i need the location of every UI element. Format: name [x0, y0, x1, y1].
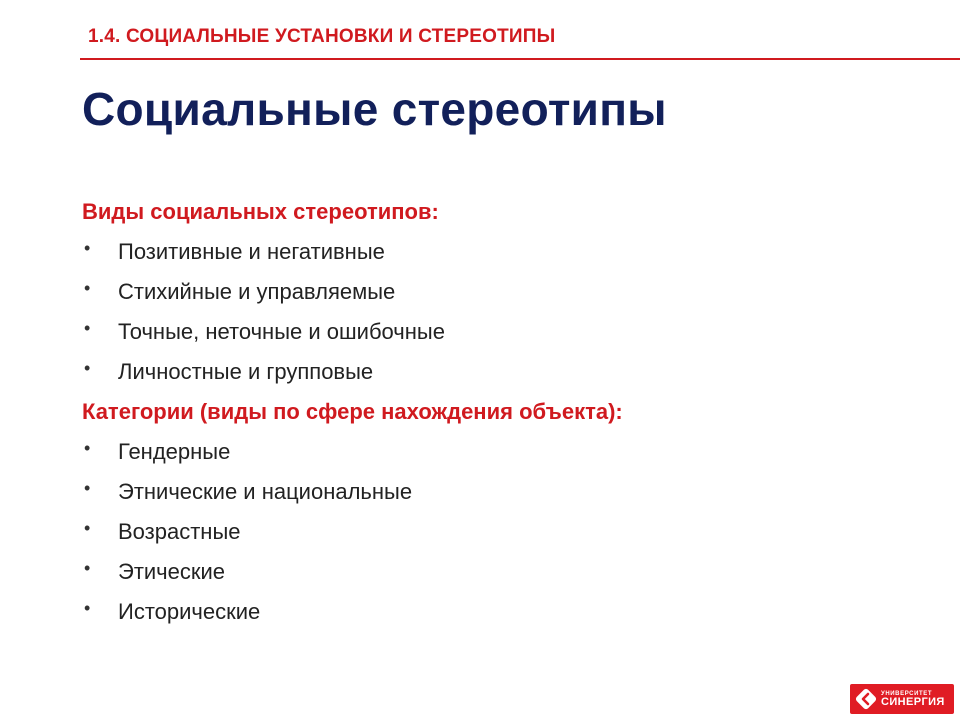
header-divider — [80, 58, 960, 60]
list-item — [82, 434, 902, 474]
list-item — [82, 354, 902, 394]
bullet-icon: • — [84, 358, 91, 378]
list-item — [82, 594, 902, 634]
list-item-text: Личностные и групповые — [118, 359, 374, 384]
section-heading-categories: Категории (виды по сфере нахождения объекта): — [82, 399, 623, 424]
section-header: 1.4. СОЦИАЛЬНЫЕ УСТАНОВКИ И СТЕРЕОТИПЫ — [88, 26, 556, 47]
list-item-text: Этические — [118, 559, 226, 584]
bullet-icon: • — [84, 318, 91, 338]
section-heading-types: Виды социальных стереотипов: — [82, 199, 439, 224]
list-item-text: Гендерные — [118, 439, 231, 464]
bullet-icon: • — [84, 478, 91, 498]
list-item-text: Исторические — [118, 599, 261, 624]
list-item-text: Этнические и национальные — [118, 479, 413, 504]
types-list — [82, 234, 902, 394]
slide-title: Социальные стереотипы — [82, 83, 667, 135]
list-item-text: Возрастные — [118, 519, 241, 544]
list-item — [82, 554, 902, 594]
list-item — [82, 474, 902, 514]
categories-list — [82, 434, 902, 634]
bullet-icon: • — [84, 278, 91, 298]
synergy-logo-icon — [855, 688, 877, 710]
logo-text — [881, 691, 945, 708]
list-item-text: Стихийные и управляемые — [118, 279, 396, 304]
list-item — [82, 514, 902, 554]
list-item — [82, 274, 902, 314]
logo-line2: СИНЕРГИЯ — [881, 695, 945, 708]
list-item-text: Точные, неточные и ошибочные — [118, 319, 445, 344]
bullet-icon: • — [84, 238, 91, 258]
slide-content — [82, 194, 902, 634]
university-logo — [850, 684, 954, 714]
bullet-icon: • — [84, 438, 91, 458]
list-item — [82, 234, 902, 274]
list-item — [82, 314, 902, 354]
bullet-icon: • — [84, 558, 91, 578]
bullet-icon: • — [84, 518, 91, 538]
logo-line1: УНИВЕРСИТЕТ — [881, 690, 933, 697]
bullet-icon: • — [84, 598, 91, 618]
list-item-text: Позитивные и негативные — [118, 239, 385, 264]
